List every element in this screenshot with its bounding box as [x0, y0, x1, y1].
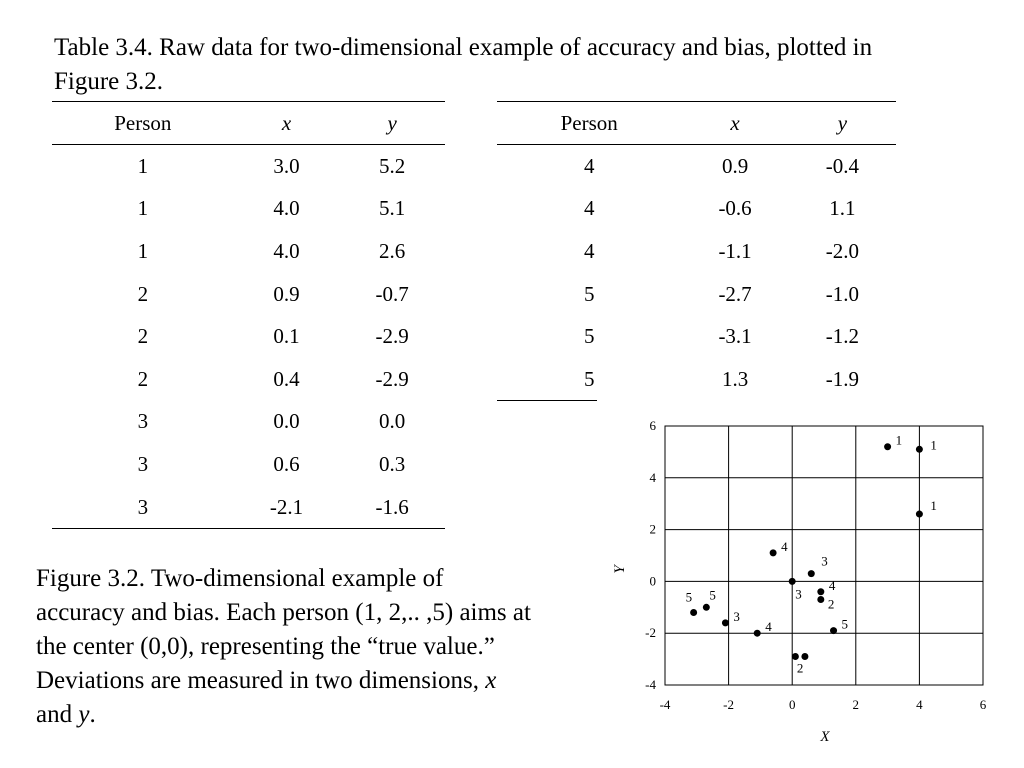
cell-y: -0.7	[375, 281, 409, 306]
data-point	[817, 596, 824, 603]
cell-x: -3.1	[718, 324, 752, 349]
y-tick-label: -2	[645, 625, 656, 641]
data-point	[808, 570, 815, 577]
x-axis-label: X	[820, 729, 830, 745]
cell-y: -2.9	[375, 366, 409, 391]
cell-x: 0.9	[273, 281, 300, 306]
point-label: 3	[795, 586, 802, 602]
cell-person: 5	[583, 366, 595, 391]
cell-y: 0.3	[379, 451, 406, 476]
cell-x: 0.9	[721, 153, 749, 178]
cell-x: -2.1	[269, 494, 304, 519]
figure-caption-var-y: y	[78, 701, 90, 728]
table-row	[52, 230, 445, 273]
cell-x: -0.6	[718, 196, 752, 221]
point-label: 2	[827, 596, 835, 612]
table-row	[497, 315, 896, 358]
cell-y: -2.9	[375, 324, 409, 349]
table-header-row	[497, 102, 896, 145]
cell-person: 5	[583, 324, 595, 349]
data-point	[916, 446, 923, 453]
data-point	[703, 604, 710, 611]
header-x: x	[681, 102, 788, 145]
table-row	[497, 358, 896, 401]
cell-y: -1.9	[825, 366, 859, 391]
x-tick-label: 2	[852, 697, 860, 712]
table-row	[52, 315, 445, 358]
data-point	[817, 588, 824, 595]
point-label: 4	[765, 619, 772, 635]
header-y: y	[789, 102, 896, 145]
data-table-left	[52, 101, 445, 529]
cell-x: 4.0	[273, 238, 300, 263]
cell-y: -1.2	[825, 324, 859, 349]
data-point	[830, 627, 837, 634]
figure-caption	[36, 562, 536, 732]
cell-y: 2.6	[379, 238, 406, 263]
table-row	[52, 188, 445, 231]
cell-x: 0.4	[273, 366, 300, 391]
figure-caption-joiner: and	[36, 701, 79, 728]
y-tick-label: 6	[649, 418, 656, 433]
cell-person: 3	[137, 494, 149, 519]
cell-x: 0.1	[273, 324, 300, 349]
x-tick-label: 0	[788, 697, 796, 712]
x-tick-label: 6	[979, 697, 987, 712]
cell-y: -2.0	[825, 238, 859, 263]
cell-person: 2	[137, 324, 149, 349]
table-row	[52, 358, 445, 401]
cell-person: 3	[137, 409, 149, 434]
cell-person: 3	[137, 451, 149, 476]
data-point	[722, 619, 729, 626]
point-label: 3	[821, 553, 828, 569]
cell-y: 5.1	[379, 196, 406, 221]
point-label: 1	[895, 432, 903, 448]
data-point	[916, 511, 923, 518]
table-bottom-rule	[497, 400, 597, 401]
cell-person: 1	[137, 238, 149, 263]
header-y: y	[339, 102, 445, 145]
point-label: 5	[709, 587, 716, 603]
point-label: 4	[828, 577, 836, 593]
cell-y: 0.0	[379, 409, 406, 434]
cell-x: 0.0	[273, 409, 300, 434]
point-label: 5	[685, 589, 693, 605]
data-point	[690, 609, 697, 616]
y-tick-label: 2	[649, 521, 656, 537]
data-point	[754, 630, 761, 637]
scatter-plot	[600, 410, 1010, 760]
x-tick-label: -2	[723, 697, 735, 712]
table-row	[52, 443, 445, 486]
table-row	[52, 401, 445, 444]
cell-y: 5.2	[379, 153, 406, 178]
cell-y: -1.0	[825, 281, 859, 306]
data-point	[801, 653, 808, 660]
data-point	[770, 549, 777, 556]
cell-person: 1	[137, 153, 149, 178]
figure-caption-var-x: x	[485, 667, 497, 694]
header-x: x	[234, 102, 340, 145]
table-header-row	[52, 102, 445, 145]
point-label: 3	[733, 608, 740, 624]
cell-x: -2.7	[718, 281, 752, 306]
data-point	[792, 653, 799, 660]
data-point	[884, 443, 891, 450]
cell-y: -1.6	[375, 494, 409, 519]
x-tick-label: -4	[659, 697, 671, 712]
x-tick-label: 4	[916, 697, 923, 712]
cell-x: 3.0	[273, 153, 300, 178]
table-row	[497, 188, 896, 231]
point-label: 1	[930, 437, 937, 453]
y-tick-label: 0	[649, 573, 656, 589]
figure-caption-text: Figure 3.2. Two-dimensional example of accuracy and bias. Each person (1, 2,.. ,5) aims at the center (0,0), representing the “true value.” Deviations are measured in two dimensions,	[36, 565, 531, 694]
cell-x: 1.3	[721, 366, 749, 391]
cell-y: 1.1	[829, 196, 856, 221]
data-table-right	[497, 101, 896, 401]
table-row	[52, 145, 445, 188]
cell-y: -0.4	[825, 153, 859, 178]
cell-x: 0.6	[273, 451, 300, 476]
point-label: 4	[781, 538, 788, 554]
y-axis-label: Y	[612, 565, 628, 574]
cell-person: 4	[583, 196, 595, 221]
cell-person: 2	[137, 281, 149, 306]
table-row	[497, 145, 896, 188]
y-tick-label: 4	[649, 469, 656, 485]
cell-x: -1.1	[718, 238, 752, 263]
header-person: Person	[52, 102, 234, 145]
cell-person: 5	[583, 281, 595, 306]
table-row	[497, 273, 896, 316]
data-point	[789, 578, 796, 585]
table-row	[497, 230, 896, 273]
table-row	[52, 273, 445, 316]
table-row	[52, 486, 445, 529]
cell-person: 4	[583, 153, 595, 178]
figure-caption-end: .	[89, 701, 96, 728]
point-label: 5	[841, 616, 849, 632]
cell-person: 1	[137, 196, 149, 221]
table-caption: Table 3.4. Raw data for two-dimensional example of accuracy and bias, plotted in Figure 3.2.	[54, 34, 873, 95]
cell-person: 2	[137, 366, 149, 391]
cell-person: 4	[583, 238, 595, 263]
header-person: Person	[497, 102, 681, 145]
point-label: 1	[930, 498, 937, 514]
y-tick-label: -4	[645, 677, 656, 692]
point-label: 2	[796, 660, 804, 676]
cell-x: 4.0	[273, 196, 300, 221]
